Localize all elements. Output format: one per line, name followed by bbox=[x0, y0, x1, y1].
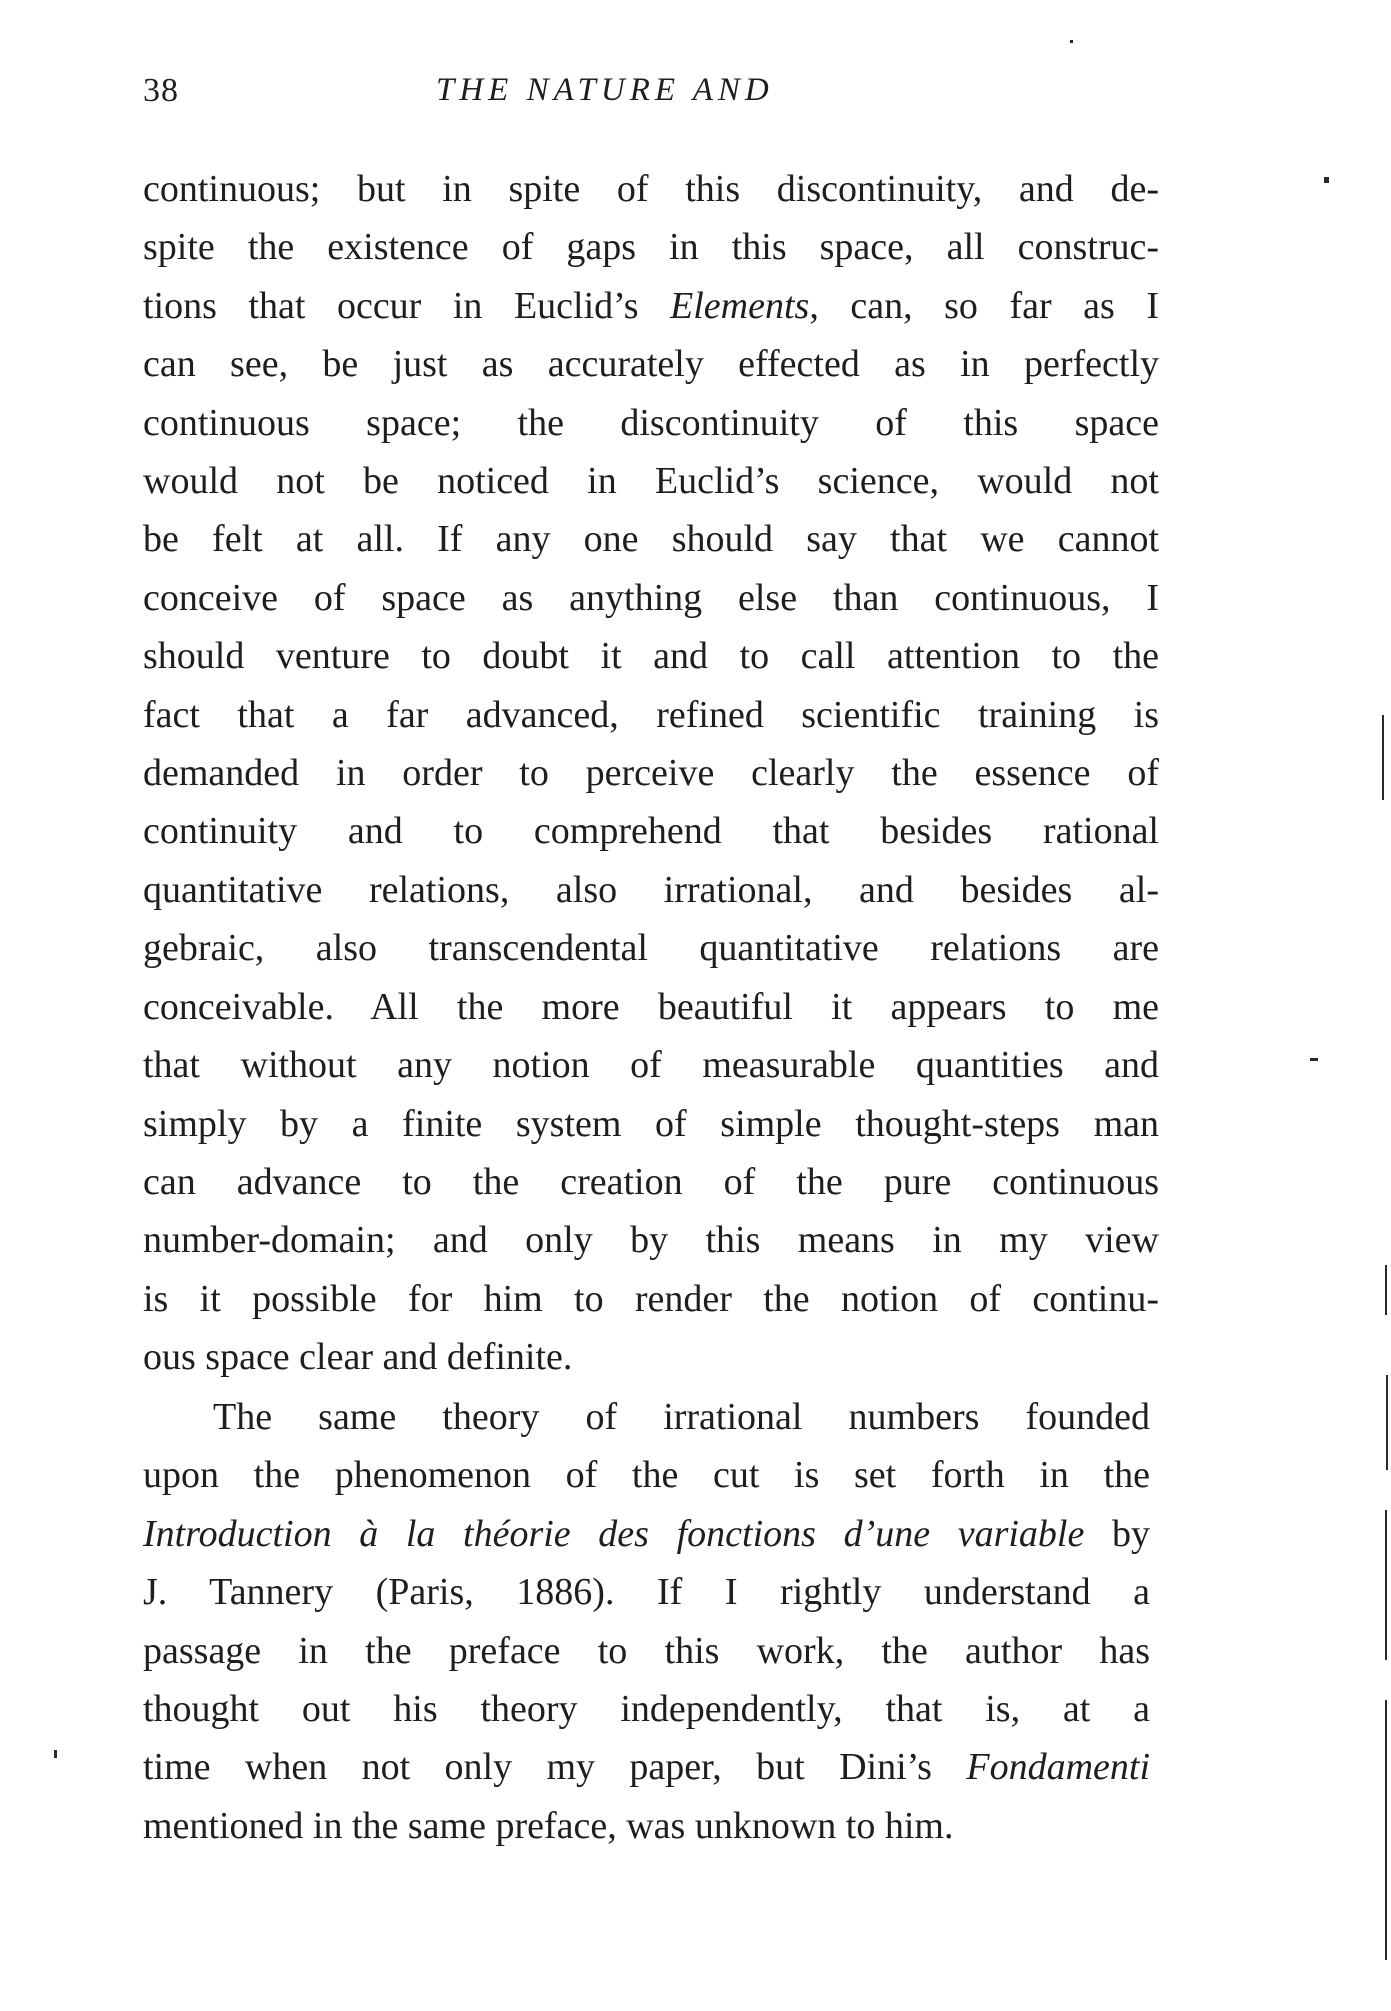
text-line: would not be noticed in Euclid’s science, would not bbox=[143, 460, 1159, 503]
italic-title-elements: Elements bbox=[670, 284, 810, 327]
text-line: passage in the preface to this work, the author has bbox=[143, 1629, 1150, 1672]
running-title: THE NATURE AND bbox=[436, 72, 774, 108]
text-fragment: by bbox=[1084, 1512, 1150, 1555]
text-line: spite the existence of gaps in this space, all construc- bbox=[143, 226, 1159, 269]
text-line: that without any notion of measurable quantities and bbox=[143, 1044, 1159, 1087]
scan-line bbox=[1385, 1265, 1387, 1315]
text-fragment: time when not only my paper, but Dini’s bbox=[143, 1746, 967, 1789]
italic-title-introduction: Introduction à la théorie des fonctions d’une variable bbox=[143, 1512, 1085, 1555]
scan-line bbox=[1385, 1510, 1387, 1660]
text-line: continuous; but in spite of this discontinuity, and de- bbox=[143, 168, 1159, 210]
text-line: quantitative relations, also irrational, and besides al- bbox=[143, 868, 1159, 911]
text-line: ous space clear and definite. bbox=[143, 1336, 573, 1379]
text-line: simply by a finite system of simple thought-steps man bbox=[143, 1102, 1159, 1145]
text-line: The same theory of irrational numbers founded bbox=[213, 1396, 1150, 1438]
scan-speck bbox=[1324, 177, 1329, 183]
paragraph-2 bbox=[143, 1388, 1159, 1855]
text-line: can advance to the creation of the pure continuous bbox=[143, 1160, 1159, 1203]
text-line: gebraic, also transcendental quantitative relations are bbox=[143, 927, 1159, 970]
text-line: J. Tannery (Paris, 1886). If I rightly understand a bbox=[143, 1571, 1150, 1614]
text-line: upon the phenomenon of the cut is set forth in the bbox=[143, 1454, 1150, 1497]
text-line: mentioned in the same preface, was unknown to him. bbox=[143, 1804, 954, 1847]
text-line bbox=[143, 1505, 1150, 1563]
text-fragment: , can, so far as I bbox=[809, 284, 1159, 327]
page-number: 38 bbox=[143, 72, 179, 109]
scan-speck bbox=[1070, 40, 1073, 43]
text-line: be felt at all. If any one should say that we cannot bbox=[143, 518, 1159, 561]
text-line: continuous space; the discontinuity of this space bbox=[143, 401, 1159, 444]
text-line bbox=[143, 1738, 1150, 1796]
paragraph-1 bbox=[143, 160, 1159, 1387]
text-line: continuity and to comprehend that besides rational bbox=[143, 810, 1159, 853]
scan-speck bbox=[1310, 1058, 1318, 1061]
scan-line bbox=[1386, 1375, 1388, 1470]
text-line: thought out his theory independently, that is, at a bbox=[143, 1688, 1150, 1731]
text-line bbox=[143, 277, 1159, 335]
text-line: is it possible for him to render the notion of continu- bbox=[143, 1277, 1159, 1320]
scan-line bbox=[1382, 715, 1384, 800]
text-line: number-domain; and only by this means in my view bbox=[143, 1219, 1159, 1262]
text-line: should venture to doubt it and to call attention to the bbox=[143, 635, 1159, 678]
text-line: conceivable. All the more beautiful it appears to me bbox=[143, 985, 1159, 1028]
italic-title-fondamenti: Fondamenti bbox=[966, 1746, 1150, 1789]
text-line: conceive of space as anything else than continuous, I bbox=[143, 576, 1159, 619]
text-line: fact that a far advanced, refined scientific training is bbox=[143, 693, 1159, 736]
scan-speck bbox=[54, 1750, 57, 1758]
scan-line bbox=[1385, 1700, 1387, 1960]
text-line: can see, be just as accurately effected as in perfectly bbox=[143, 343, 1159, 386]
text-line: demanded in order to perceive clearly the essence of bbox=[143, 752, 1159, 795]
text-fragment: tions that occur in Euclid’s bbox=[143, 284, 671, 327]
